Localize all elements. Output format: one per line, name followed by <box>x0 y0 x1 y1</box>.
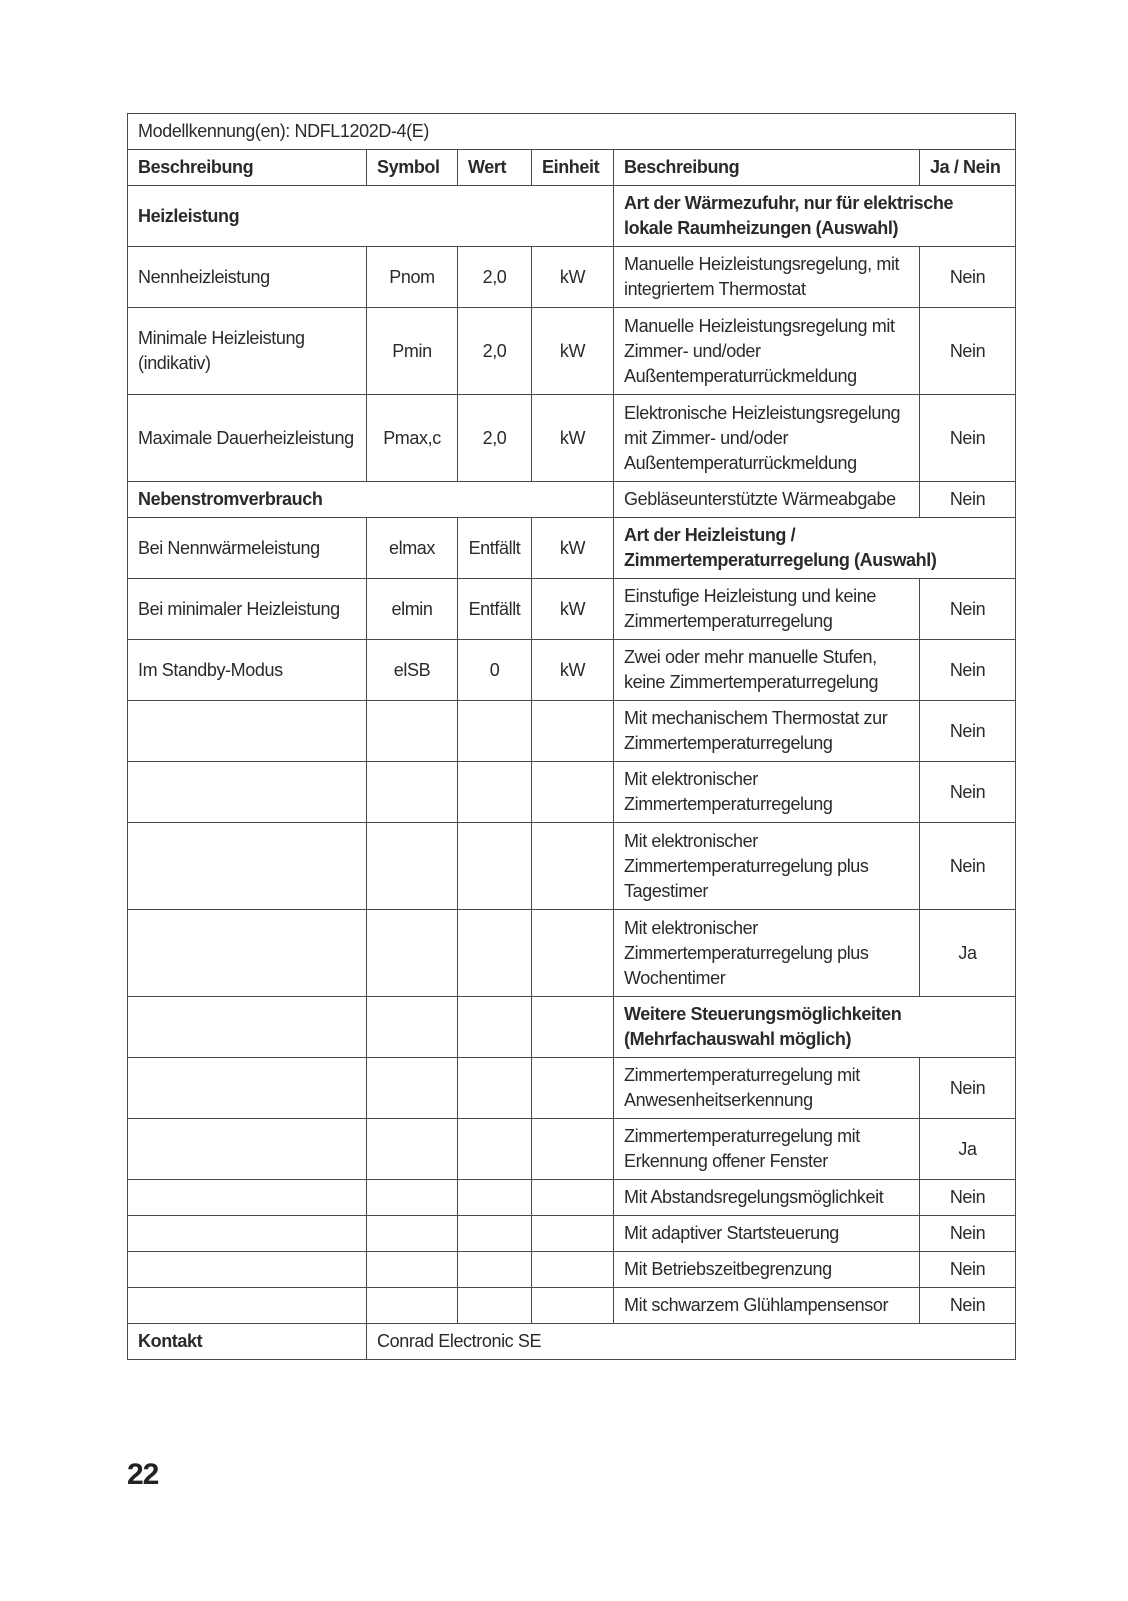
empty-cell <box>458 1119 532 1180</box>
table-row <box>128 1058 1016 1119</box>
empty-cell <box>458 1058 532 1119</box>
table-row <box>128 910 1016 997</box>
row-desc: Zimmertemperaturregelung mit Erkennung offener Fenster <box>614 1119 920 1180</box>
row-desc: Gebläseunterstützte Wärmeabgabe <box>614 482 920 518</box>
row-label: Minimale Heizleistung (indikativ) <box>128 308 367 395</box>
row-symbol: Pnom <box>367 247 458 308</box>
table-row <box>128 640 1016 701</box>
row-value: 2,0 <box>458 395 532 482</box>
row-yes-no: Nein <box>920 823 1016 910</box>
table-row <box>128 308 1016 395</box>
table-row <box>128 114 1016 150</box>
empty-cell <box>367 1216 458 1252</box>
empty-cell <box>367 1180 458 1216</box>
col-header-wert: Wert <box>458 150 532 186</box>
empty-cell <box>128 910 367 997</box>
row-desc: Mit schwarzem Glühlampensensor <box>614 1288 920 1324</box>
row-value: Entfällt <box>458 579 532 640</box>
table-row <box>128 823 1016 910</box>
page-number: 22 <box>127 1458 159 1491</box>
empty-cell <box>128 1288 367 1324</box>
empty-cell <box>367 1058 458 1119</box>
empty-cell <box>128 823 367 910</box>
row-unit: kW <box>532 518 614 579</box>
row-value: 2,0 <box>458 308 532 395</box>
contact-value: Conrad Electronic SE <box>367 1324 1016 1360</box>
row-symbol: elmax <box>367 518 458 579</box>
empty-cell <box>128 1058 367 1119</box>
row-unit: kW <box>532 247 614 308</box>
empty-cell <box>458 701 532 762</box>
empty-cell <box>367 1252 458 1288</box>
row-desc: Zimmertemperaturregelung mit Anwesenheitserkennung <box>614 1058 920 1119</box>
header-row <box>128 150 1016 186</box>
row-desc: Mit elektronischer Zimmertemperaturregelung plus Tagestimer <box>614 823 920 910</box>
row-unit: kW <box>532 579 614 640</box>
row-yes-no: Nein <box>920 395 1016 482</box>
table-row <box>128 518 1016 579</box>
table-row <box>128 482 1016 518</box>
section-heizleistung: Heizleistung <box>128 186 614 247</box>
row-label: Bei minimaler Heizleistung <box>128 579 367 640</box>
row-yes-no: Nein <box>920 579 1016 640</box>
model-id: Modellkennung(en): NDFL1202D-4(E) <box>128 114 1016 150</box>
empty-cell <box>458 997 532 1058</box>
section-nebenstrom: Nebenstromverbrauch <box>128 482 614 518</box>
row-unit: kW <box>532 395 614 482</box>
col-header-ja-nein: Ja / Nein <box>920 150 1016 186</box>
empty-cell <box>367 1288 458 1324</box>
row-yes-no: Nein <box>920 1288 1016 1324</box>
row-yes-no: Nein <box>920 640 1016 701</box>
row-yes-no: Nein <box>920 308 1016 395</box>
empty-cell <box>367 1119 458 1180</box>
row-desc: Einstufige Heizleistung und keine Zimmertemperaturregelung <box>614 579 920 640</box>
row-yes-no: Ja <box>920 910 1016 997</box>
row-yes-no: Nein <box>920 762 1016 823</box>
table-row <box>128 1288 1016 1324</box>
empty-cell <box>128 1180 367 1216</box>
row-desc: Manuelle Heizleistungsregelung mit Zimmer- und/oder Außentemperaturrückmeldung <box>614 308 920 395</box>
empty-cell <box>532 823 614 910</box>
table-row <box>128 1252 1016 1288</box>
row-value: 0 <box>458 640 532 701</box>
empty-cell <box>532 1288 614 1324</box>
row-symbol: Pmax,c <box>367 395 458 482</box>
table-row <box>128 1119 1016 1180</box>
col-header-beschreibung-left: Beschreibung <box>128 150 367 186</box>
empty-cell <box>128 997 367 1058</box>
row-desc: Mit Abstandsregelungsmöglichkeit <box>614 1180 920 1216</box>
row-desc: Manuelle Heizleistungsregelung, mit integriertem Thermostat <box>614 247 920 308</box>
row-unit: kW <box>532 308 614 395</box>
empty-cell <box>367 910 458 997</box>
empty-cell <box>128 1119 367 1180</box>
empty-cell <box>458 762 532 823</box>
table-row <box>128 1180 1016 1216</box>
empty-cell <box>458 1252 532 1288</box>
empty-cell <box>458 910 532 997</box>
empty-cell <box>458 1288 532 1324</box>
section-regelung: Art der Heizleistung / Zimmertemperaturregelung (Auswahl) <box>614 518 1016 579</box>
empty-cell <box>532 1252 614 1288</box>
table-row <box>128 701 1016 762</box>
table-row <box>128 247 1016 308</box>
row-desc: Mit elektronischer Zimmertemperaturregelung plus Wochentimer <box>614 910 920 997</box>
row-desc: Zwei oder mehr manuelle Stufen, keine Zimmertemperaturregelung <box>614 640 920 701</box>
table-row <box>128 762 1016 823</box>
empty-cell <box>128 1252 367 1288</box>
row-yes-no: Nein <box>920 1252 1016 1288</box>
row-value: 2,0 <box>458 247 532 308</box>
row-label: Bei Nennwärmeleistung <box>128 518 367 579</box>
empty-cell <box>532 1216 614 1252</box>
row-symbol: elmin <box>367 579 458 640</box>
empty-cell <box>532 1119 614 1180</box>
spec-table <box>127 113 1016 1360</box>
table-row <box>128 186 1016 247</box>
row-unit: kW <box>532 640 614 701</box>
section-waermezufuhr: Art der Wärmezufuhr, nur für elektrische lokale Raumheizungen (Auswahl) <box>614 186 1016 247</box>
empty-cell <box>532 910 614 997</box>
col-header-einheit: Einheit <box>532 150 614 186</box>
row-desc: Mit elektronischer Zimmertemperaturregelung <box>614 762 920 823</box>
row-yes-no: Nein <box>920 482 1016 518</box>
row-desc: Mit Betriebszeitbegrenzung <box>614 1252 920 1288</box>
empty-cell <box>367 762 458 823</box>
table-row <box>128 1216 1016 1252</box>
row-label: Nennheizleistung <box>128 247 367 308</box>
empty-cell <box>532 762 614 823</box>
row-yes-no: Nein <box>920 1216 1016 1252</box>
empty-cell <box>367 701 458 762</box>
row-yes-no: Nein <box>920 1180 1016 1216</box>
row-label: Maximale Dauerheizleistung <box>128 395 367 482</box>
row-yes-no: Nein <box>920 1058 1016 1119</box>
empty-cell <box>458 1216 532 1252</box>
empty-cell <box>532 997 614 1058</box>
row-value: Entfällt <box>458 518 532 579</box>
empty-cell <box>532 701 614 762</box>
table-row <box>128 395 1016 482</box>
row-yes-no: Nein <box>920 247 1016 308</box>
col-header-symbol: Symbol <box>367 150 458 186</box>
empty-cell <box>128 1216 367 1252</box>
row-desc: Elektronische Heizleistungsregelung mit Zimmer- und/oder Außentemperaturrückmeldung <box>614 395 920 482</box>
row-yes-no: Nein <box>920 701 1016 762</box>
row-label: Im Standby-Modus <box>128 640 367 701</box>
row-symbol: elSB <box>367 640 458 701</box>
empty-cell <box>458 823 532 910</box>
empty-cell <box>532 1058 614 1119</box>
section-steuerung: Weitere Steuerungsmöglichkeiten (Mehrfachauswahl möglich) <box>614 997 1016 1058</box>
row-desc: Mit mechanischem Thermostat zur Zimmertemperaturregelung <box>614 701 920 762</box>
empty-cell <box>367 997 458 1058</box>
empty-cell <box>458 1180 532 1216</box>
row-symbol: Pmin <box>367 308 458 395</box>
empty-cell <box>367 823 458 910</box>
table-row <box>128 997 1016 1058</box>
row-desc: Mit adaptiver Startsteuerung <box>614 1216 920 1252</box>
empty-cell <box>128 701 367 762</box>
empty-cell <box>128 762 367 823</box>
contact-row <box>128 1324 1016 1360</box>
row-yes-no: Ja <box>920 1119 1016 1180</box>
col-header-beschreibung-right: Beschreibung <box>614 150 920 186</box>
empty-cell <box>532 1180 614 1216</box>
contact-label: Kontakt <box>128 1324 367 1360</box>
table-row <box>128 579 1016 640</box>
